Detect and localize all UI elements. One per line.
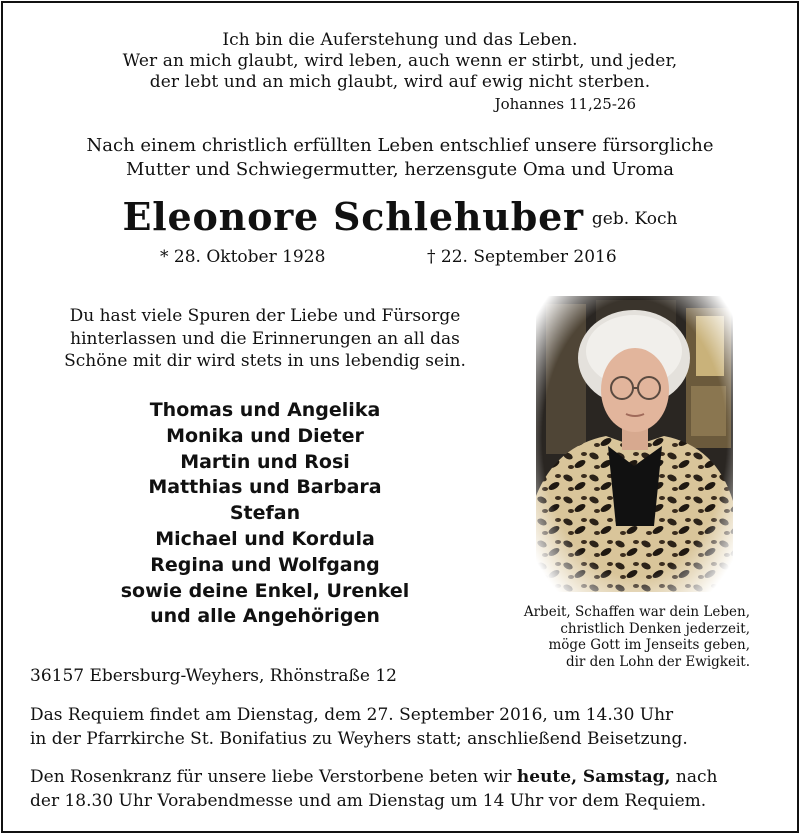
mourner-entry: Monika und Dieter bbox=[166, 424, 364, 447]
portrait-photo bbox=[536, 296, 733, 592]
rosary-day: heute, Samstag, bbox=[516, 767, 671, 787]
rosary-text-end: nach bbox=[670, 767, 718, 787]
requiem-line: Das Requiem findet am Dienstag, dem 27. September 2016, um 14.30 Uhr bbox=[30, 705, 674, 725]
maiden-name: geb. Koch bbox=[591, 209, 678, 229]
mourner-entry: sowie deine Enkel, Urenkel bbox=[120, 579, 410, 602]
bible-verse bbox=[0, 30, 800, 93]
verse-line: der lebt und an mich glaubt, wird auf ewig nicht sterben. bbox=[149, 72, 651, 92]
mourner-entry: und alle Angehörigen bbox=[150, 605, 380, 628]
mourner-entry: Regina und Wolfgang bbox=[150, 553, 380, 576]
verse-line: Wer an mich glaubt, wird leben, auch wenn er stirbt, und jeder, bbox=[122, 51, 678, 71]
memorial-poem bbox=[490, 604, 750, 670]
deceased-name: Eleonore Schlehuber bbox=[122, 194, 584, 239]
intro-line: Mutter und Schwiegermutter, herzensgute Oma und Uroma bbox=[125, 159, 674, 180]
saying-line: hinterlassen und die Erinnerungen an all das bbox=[70, 328, 460, 349]
intro-text bbox=[0, 134, 800, 182]
mourner-entry: Matthias und Barbara bbox=[148, 476, 382, 499]
mourner-entry: Michael und Kordula bbox=[155, 527, 375, 550]
rosary-line bbox=[30, 765, 775, 789]
poem-line: möge Gott im Jenseits geben, bbox=[548, 637, 750, 653]
requiem-line: in der Pfarrkirche St. Bonifatius zu Weyhers statt; anschließend Beisetzung. bbox=[30, 729, 688, 749]
rosary-notice bbox=[30, 765, 775, 813]
requiem-notice bbox=[30, 703, 775, 751]
poem-line: Arbeit, Schaffen war dein Leben, bbox=[523, 604, 750, 620]
intro-line: Nach einem christlich erfüllten Leben entschlief unsere fürsorgliche bbox=[86, 135, 714, 156]
poem-line: christlich Denken jederzeit, bbox=[560, 620, 750, 637]
memorial-saying bbox=[30, 305, 500, 373]
birth-date: * 28. Oktober 1928 bbox=[160, 247, 326, 267]
verse-reference: Johannes 11,25-26 bbox=[494, 95, 636, 113]
mourners-list bbox=[60, 398, 470, 630]
mourner-entry: Martin und Rosi bbox=[180, 450, 350, 473]
verse-line: Ich bin die Auferstehung und das Leben. bbox=[222, 30, 578, 50]
deceased-name-row bbox=[0, 194, 800, 239]
family-address: 36157 Ebersburg-Weyhers, Rhönstraße 12 bbox=[30, 666, 397, 686]
death-date: † 22. September 2016 bbox=[427, 247, 617, 267]
saying-line: Du hast viele Spuren der Liebe und Fürsorge bbox=[69, 306, 461, 326]
rosary-line: der 18.30 Uhr Vorabendmesse und am Dienstag um 14 Uhr vor dem Requiem. bbox=[30, 791, 707, 811]
mourner-entry: Stefan bbox=[229, 502, 301, 525]
poem-line: dir den Lohn der Ewigkeit. bbox=[565, 653, 750, 670]
saying-line: Schöne mit dir wird stets in uns lebendig sein. bbox=[64, 351, 466, 371]
mourner-entry: Thomas und Angelika bbox=[149, 399, 381, 421]
rosary-text: Den Rosenkranz für unsere liebe Verstorbene beten wir bbox=[30, 767, 517, 787]
